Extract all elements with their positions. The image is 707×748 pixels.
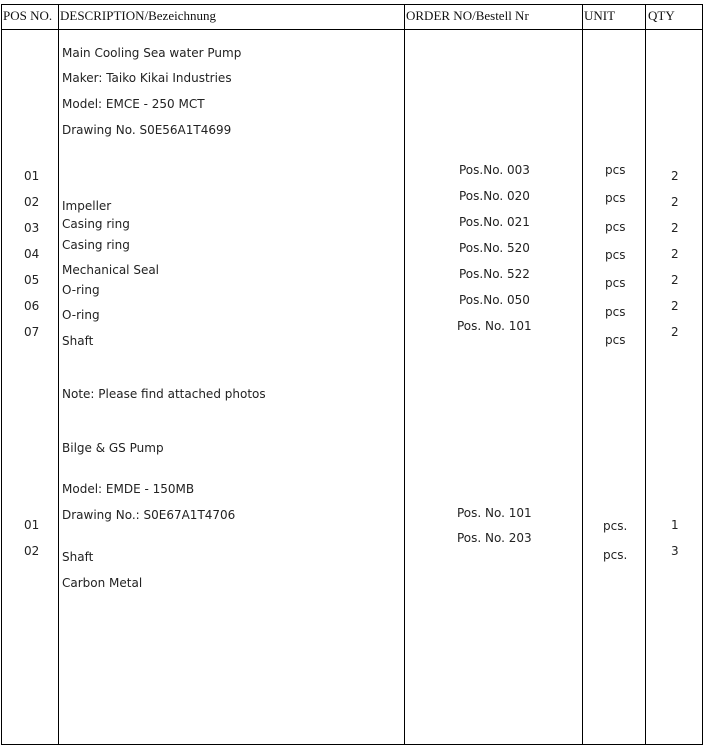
column-divider-pos — [58, 4, 59, 745]
qty-value: 2 — [671, 247, 679, 261]
header-divider — [1, 29, 703, 30]
unit-value: pcs — [605, 333, 626, 347]
qty-value: 2 — [671, 195, 679, 209]
order-number: Pos. No. 101 — [457, 319, 532, 333]
pos-number: 05 — [24, 273, 40, 287]
order-number: Pos. No. 203 — [457, 531, 532, 545]
pump-2-title: Bilge & GS Pump — [62, 441, 164, 455]
item-description: Mechanical Seal — [62, 263, 160, 277]
qty-value: 2 — [671, 169, 679, 183]
table-border-right — [702, 4, 703, 745]
qty-value: 2 — [671, 273, 679, 287]
pos-number: 06 — [24, 299, 40, 313]
order-number: Pos.No. 021 — [459, 215, 530, 229]
pump-2-drawing: Drawing No.: S0E67A1T4706 — [62, 508, 236, 522]
header-qty: QTY — [648, 8, 675, 23]
qty-value: 2 — [671, 299, 679, 313]
qty-value: 3 — [671, 544, 679, 558]
item-description: O-ring — [62, 308, 100, 322]
item-description: Casing ring — [62, 217, 130, 231]
column-divider-description — [404, 4, 405, 745]
pump-1-model: Model: EMCE - 250 MCT — [62, 97, 205, 111]
item-description: Shaft — [62, 334, 94, 348]
pos-number: 01 — [24, 169, 40, 183]
pos-number: 01 — [24, 518, 40, 532]
pos-number: 07 — [24, 325, 40, 339]
header-description: DESCRIPTION/Bezeichnung — [60, 8, 216, 23]
header-pos-no: POS NO. — [3, 8, 53, 23]
qty-value: 2 — [671, 325, 679, 339]
qty-value: 1 — [671, 518, 679, 532]
pump-1-maker: Maker: Taiko Kikai Industries — [62, 71, 232, 85]
order-number: Pos.No. 520 — [459, 241, 530, 255]
table-border-left — [1, 4, 2, 745]
pos-number: 04 — [24, 247, 40, 261]
pump-1-drawing: Drawing No. S0E56A1T4699 — [62, 123, 232, 137]
unit-value: pcs. — [603, 519, 628, 533]
unit-value: pcs — [605, 191, 626, 205]
table-border-bottom — [1, 744, 703, 745]
header-unit: UNIT — [584, 8, 616, 23]
pos-number: 02 — [24, 544, 40, 558]
pump-2-model: Model: EMDE - 150MB — [62, 482, 195, 496]
order-number: Pos.No. 522 — [459, 267, 530, 281]
pos-number: 02 — [24, 195, 40, 209]
unit-value: pcs — [605, 163, 626, 177]
item-description: Carbon Metal — [62, 576, 143, 590]
item-description: Casing ring — [62, 238, 130, 252]
order-number: Pos.No. 003 — [459, 163, 530, 177]
header-order-no: ORDER NO/Bestell Nr — [406, 8, 529, 23]
order-number: Pos.No. 050 — [459, 293, 530, 307]
unit-value: pcs — [605, 276, 626, 290]
pump-1-title: Main Cooling Sea water Pump — [62, 46, 242, 60]
item-description: Impeller — [62, 199, 112, 213]
order-number: Pos.No. 020 — [459, 189, 530, 203]
pos-number: 03 — [24, 221, 40, 235]
order-number: Pos. No. 101 — [457, 506, 532, 520]
item-description: O-ring — [62, 283, 100, 297]
qty-value: 2 — [671, 221, 679, 235]
unit-value: pcs — [605, 220, 626, 234]
note-text: Note: Please find attached photos — [62, 387, 266, 401]
column-divider-unit — [645, 4, 646, 745]
item-description: Shaft — [62, 550, 94, 564]
unit-value: pcs — [605, 305, 626, 319]
column-divider-order — [582, 4, 583, 745]
unit-value: pcs — [605, 248, 626, 262]
table-border-top — [1, 4, 703, 5]
unit-value: pcs. — [603, 548, 628, 562]
